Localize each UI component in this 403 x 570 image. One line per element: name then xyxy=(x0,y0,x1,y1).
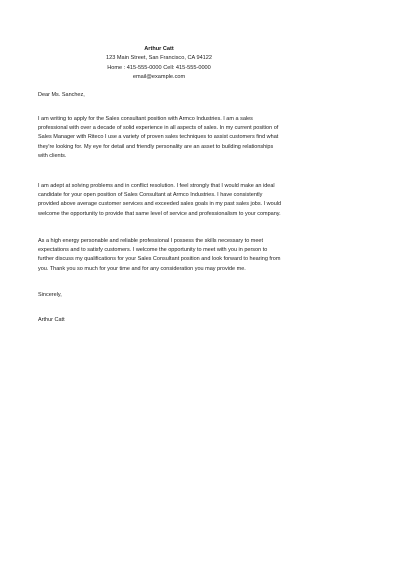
paragraph-line: Sales Manager with Riteco I use a variety of proven sales techniques to assist customers find what xyxy=(38,134,279,141)
sender-phones: Home : 415-555-0000 Cell: 415-555-0000 xyxy=(107,64,211,71)
sender-address: 123 Main Street, San Francisco, CA 94122 xyxy=(105,55,213,62)
paragraph-1 xyxy=(38,115,288,161)
sender-email: email@example.com xyxy=(132,74,186,81)
paragraph-line: expectations and to satisfy customers. I welcome the opportunity to meet with you in person to xyxy=(38,247,268,254)
paragraph-line: I am adept at solving problems and in conflict resolution. I feel strongly that I would make an ideal xyxy=(38,183,275,189)
paragraph-line: with clients. xyxy=(38,152,67,159)
paragraph-line: professional with over a decade of solid experience in all aspects of sales. In my current position of xyxy=(38,125,279,132)
paragraph-line: candidate for your open position of Sales Consultant at Armco Industries. I have consistently xyxy=(38,192,263,199)
paragraph-line: they're looking for. My eye for detail and friendly personality are an asset to building relationships xyxy=(38,143,274,150)
letterhead xyxy=(96,45,222,83)
paragraph-line: I am writing to apply for the Sales consultant position with Armco Industries. I am a sales xyxy=(38,116,253,122)
paragraph-2 xyxy=(38,182,288,219)
closing: Sincerely, xyxy=(38,292,62,298)
signature-name: Arthur Catt xyxy=(38,317,65,323)
paragraph-line: you. Thank you so much for your time and for any consideration you may provide me. xyxy=(38,265,246,272)
paragraph-3 xyxy=(38,237,288,274)
sender-name: Arthur Catt xyxy=(144,46,174,52)
paragraph-line: further discuss my qualifications for your Sales Consultant position and look forward to hearing from xyxy=(38,256,281,263)
paragraph-line: As a high energy personable and reliable professional I possess the skills necessary to meet xyxy=(38,238,264,244)
salutation: Dear Ms. Sanchez, xyxy=(38,92,85,98)
paragraph-line: provided above average customer services and exceeded sales goals in my past sales jobs. I would xyxy=(38,201,282,208)
paragraph-line: welcome the opportunity to provide that same level of service and professionalism to your company. xyxy=(38,210,281,217)
